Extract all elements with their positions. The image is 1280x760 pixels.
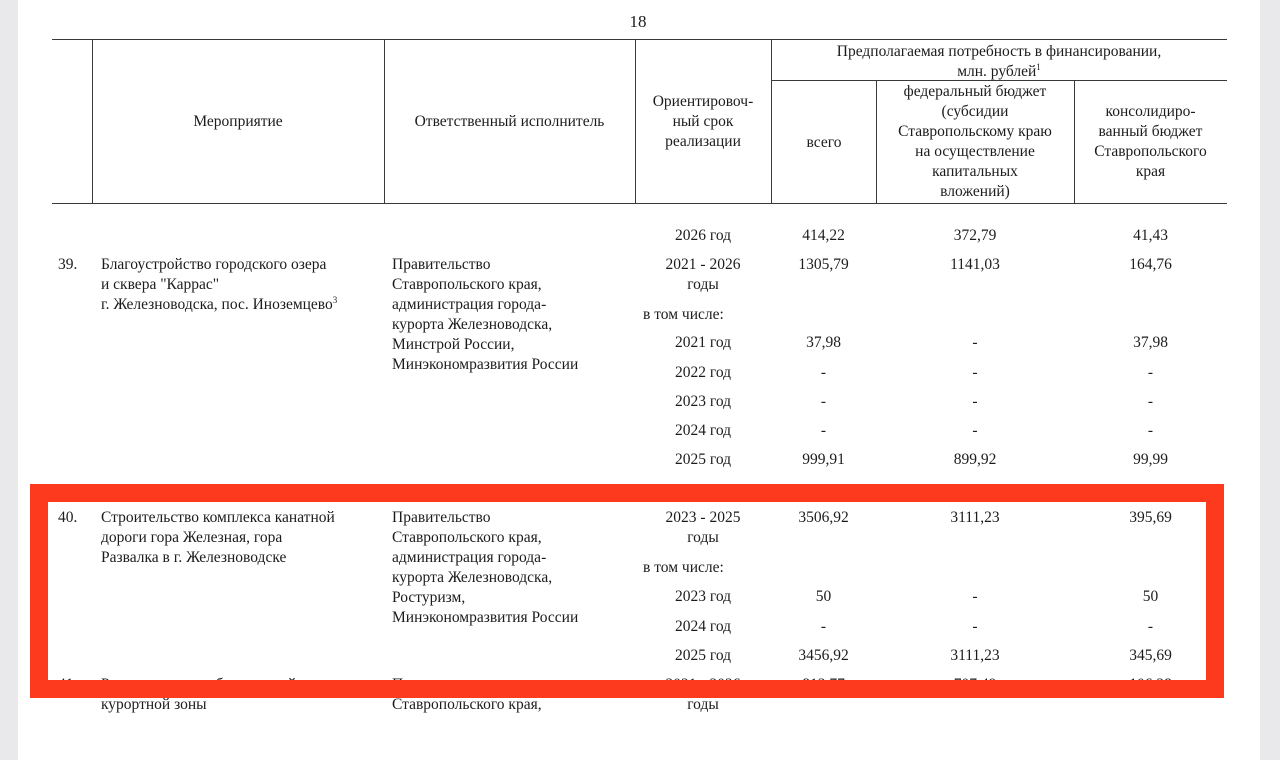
financing-footnote: 1 (1036, 61, 1041, 72)
total-cell: - (820, 364, 827, 381)
header-event: Мероприятие (193, 113, 283, 130)
federal-cell: 707,49 (953, 676, 997, 693)
federal-cell: - (972, 393, 978, 410)
header-federal: федеральный бюджет (субсидии Ставропольскому краю на осуществление капитальных вложений) (898, 83, 1052, 200)
term-cell: 2021 - 2026 годы (665, 676, 741, 713)
regional-cell: 99,99 (1133, 451, 1168, 468)
federal-cell: - (972, 334, 978, 351)
term-cell: 2023 - 2025 годы (665, 509, 741, 546)
item-number: 39. (58, 256, 78, 273)
item-number: 40. (58, 509, 78, 526)
item-executor: Правительство Ставропольского края, администрация города- курорта Железноводска, Минстрой России, Минэкономразвития России (392, 256, 579, 373)
term-cell: в том числе: (643, 559, 724, 576)
regional-cell: 395,69 (1129, 509, 1172, 526)
item-executor: Правительство Ставропольского края, (392, 676, 542, 713)
item-executor: Правительство Ставропольского края, администрация города- курорта Железноводска, Ростуризм, Минэкономразвития России (392, 509, 579, 626)
header-bottom-rule (52, 203, 1227, 204)
total-cell: 414,22 (802, 227, 845, 244)
term-cell: 2026 год (674, 227, 732, 244)
term-cell: 2021 год (674, 334, 732, 351)
item-event: Строительство комплекса канатной дороги гора Железная, гора Развалка в г. Железноводске (101, 509, 335, 566)
total-cell: 1305,79 (798, 256, 849, 273)
total-cell: 3456,92 (798, 647, 849, 664)
term-cell: 2024 год (674, 422, 732, 439)
term-cell: 2023 год (674, 393, 732, 410)
total-cell: 3506,92 (798, 509, 849, 526)
event-footnote: 3 (332, 294, 338, 305)
regional-cell: 37,98 (1133, 334, 1168, 351)
total-cell: 50 (815, 588, 832, 605)
federal-cell: 3111,23 (950, 509, 1000, 526)
regional-cell: 50 (1142, 588, 1159, 605)
federal-cell: - (972, 618, 978, 635)
total-cell: 813,77 (802, 676, 845, 693)
item-event: Реконструкция и благоустройство курортной зоны (101, 676, 325, 713)
regional-cell: 345,69 (1129, 647, 1172, 664)
header-top-rule (52, 39, 1227, 40)
total-cell: 999,91 (802, 451, 845, 468)
term-cell: 2024 год (674, 618, 732, 635)
term-cell: 2025 год (674, 647, 732, 664)
total-cell: - (820, 422, 827, 439)
item-number: 41. (58, 676, 78, 693)
federal-cell: - (972, 422, 978, 439)
header-term: Ориентировоч- ный срок реализации (652, 93, 754, 150)
header-total: всего (806, 134, 842, 151)
regional-cell: - (1147, 364, 1154, 381)
term-cell: 2021 - 2026 годы (665, 256, 741, 293)
regional-cell: 41,43 (1133, 227, 1168, 244)
page-number: 18 (629, 12, 647, 31)
regional-cell: 106,28 (1129, 676, 1172, 693)
total-cell: 37,98 (806, 334, 841, 351)
federal-cell: - (972, 588, 978, 605)
term-cell: 2025 год (674, 451, 732, 468)
federal-cell: 1141,03 (950, 256, 1000, 273)
regional-cell: - (1147, 393, 1154, 410)
total-cell: - (820, 393, 827, 410)
header-regional: консолидиро- ванный бюджет Ставропольского края (1094, 103, 1207, 180)
item-event: Благоустройство городского озера и сквера "Каррас" г. Железноводска, пос. Иноземцево$^3$ (101, 256, 338, 313)
regional-cell: - (1147, 422, 1154, 439)
document-page (18, 0, 1260, 760)
header-financing: Предполагаемая потребность в финансировании, млн. рублей$^1$ (836, 43, 1162, 80)
total-cell: - (820, 618, 827, 635)
term-cell: 2022 год (674, 364, 732, 381)
federal-cell: 899,92 (953, 451, 997, 468)
regional-cell: - (1147, 618, 1154, 635)
federal-cell: 3111,23 (950, 647, 1000, 664)
term-cell: в том числе: (643, 306, 724, 323)
term-cell: 2023 год (674, 588, 732, 605)
regional-cell: 164,76 (1129, 256, 1172, 273)
header-executor: Ответственный исполнитель (414, 113, 605, 130)
federal-cell: - (972, 364, 978, 381)
federal-cell: 372,79 (953, 227, 997, 244)
